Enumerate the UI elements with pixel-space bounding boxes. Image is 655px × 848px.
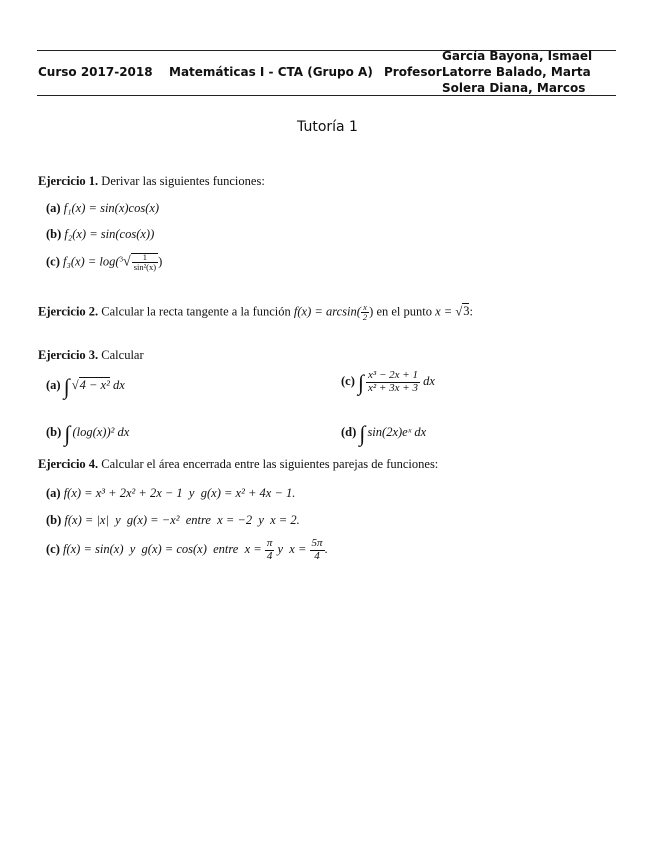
item-label: (c) [46, 541, 60, 556]
exercise-4-item-c [46, 538, 328, 562]
exercise-4-item-b [46, 513, 300, 528]
exercise-2 [38, 303, 473, 322]
exercise-2-text-a: Calcular la recta tangente a la función [101, 304, 291, 319]
exercise-3-item-b [46, 421, 129, 447]
exercise-1-label: Ejercicio 1. [38, 174, 99, 188]
header-bottom-rule [37, 95, 616, 96]
exercise-2-point-suffix: : [469, 304, 473, 319]
item-label: (d) [341, 425, 357, 439]
course-label: Curso 2017-2018 [38, 65, 153, 79]
item-expression: f(x) = |x| y g(x) = −x² entre x = −2 y x = 2. [64, 513, 300, 527]
sqrt-sign: √ [71, 378, 79, 392]
fraction-5pi-over-4 [310, 538, 325, 562]
exercise-3-item-a [46, 374, 125, 400]
item-expression: f(x) = x³ + 2x² + 2x − 1 y g(x) = x² + 4x − 1. [63, 486, 296, 500]
exercise-4-label: Ejercicio 4. [38, 457, 99, 471]
professor-label: Profesor: [384, 65, 447, 79]
item-label: (a) [46, 201, 61, 215]
exercise-4-text: Calcular el área encerrada entre las siguientes parejas de funciones: [101, 457, 439, 471]
item-expression: f₁(x) = sin(x)cos(x) [63, 201, 160, 215]
exercise-3-item-d [341, 421, 426, 447]
differential: dx [112, 378, 125, 392]
exercise-1-text: Derivar las siguientes funciones: [101, 174, 265, 188]
exercise-2-label: Ejercicio 2. [38, 304, 99, 319]
exercise-3-label: Ejercicio 3. [38, 348, 99, 362]
exercise-1-heading [38, 174, 265, 189]
integral-sign: ∫ [359, 421, 366, 446]
integral-sign: ∫ [358, 370, 365, 395]
item-expression-prefix: f₃(x) = log( [63, 254, 120, 269]
professor-name-2: Latorre Balado, Marta [442, 65, 591, 79]
integrand-fraction [366, 370, 420, 394]
exercise-2-point-radicand: 3 [463, 304, 470, 319]
root-denominator: sin²(x) [133, 261, 157, 272]
professor-name-3: Solera Diana, Marcos [442, 81, 586, 95]
exercise-3-heading [38, 348, 144, 363]
item-expression-middle: y x = [277, 541, 307, 556]
root-index: 3 [119, 255, 124, 264]
item-expression-prefix: f(x) = sin(x) y g(x) = cos(x) entre x = [63, 541, 262, 556]
exercise-4-item-a [46, 486, 295, 501]
sqrt-sign: √ [455, 304, 463, 319]
exercise-4-heading [38, 457, 438, 472]
exercise-2-text-b: en el punto [376, 304, 432, 319]
item-label: (b) [46, 513, 62, 527]
integral-sign: ∫ [63, 374, 70, 399]
exercise-1-item-b [46, 227, 154, 242]
item-expression: f₂(x) = sin(cos(x)) [64, 227, 155, 241]
cube-root-sign: √ [123, 254, 131, 270]
differential: dx [423, 374, 435, 388]
fraction-pi-over-4 [265, 538, 275, 562]
root-fraction [132, 253, 158, 272]
integrand: sin(2x)eˣ dx [367, 425, 427, 439]
item-label: (b) [46, 425, 62, 439]
root-numerator: 1 [132, 253, 158, 263]
fraction-denominator: 4 [314, 549, 320, 562]
item-expression-suffix: ) [158, 254, 163, 269]
exercise-3-item-c [341, 370, 435, 396]
item-label: (a) [46, 486, 61, 500]
fraction-numerator: 5π [311, 537, 323, 549]
fraction-numerator: x³ − 2x + 1 [368, 369, 418, 382]
fraction-denominator: 4 [266, 549, 273, 562]
exercise-2-function-prefix: f(x) = arcsin( [293, 304, 361, 319]
exercise-1-item-a [46, 201, 159, 216]
exercise-2-function-fraction [361, 303, 369, 322]
item-label: (b) [46, 227, 62, 241]
subject-label: Matemáticas I - CTA (Grupo A) [169, 65, 373, 79]
radicand: 4 − x² [79, 378, 110, 392]
exercise-3-text: Calcular [101, 348, 144, 362]
fraction-denominator: x² + 3x + 3 [368, 381, 418, 394]
item-label: (a) [46, 378, 61, 392]
item-expression-end: . [324, 541, 328, 556]
page-title: Tutoría 1 [297, 119, 358, 135]
exercise-2-point-prefix: x = [435, 304, 453, 319]
professor-name-1: García Bayona, Ismael [442, 49, 593, 63]
fraction-numerator: x [361, 303, 369, 313]
integral-sign: ∫ [64, 421, 71, 446]
integrand: (log(x))² dx [72, 425, 130, 439]
exercise-1-item-c [46, 253, 162, 272]
exercise-2-function-suffix: ) [369, 304, 374, 319]
item-label: (c) [341, 374, 355, 388]
fraction-denominator: 2 [362, 311, 368, 322]
item-label: (c) [46, 254, 60, 269]
fraction-numerator: π [266, 537, 273, 549]
